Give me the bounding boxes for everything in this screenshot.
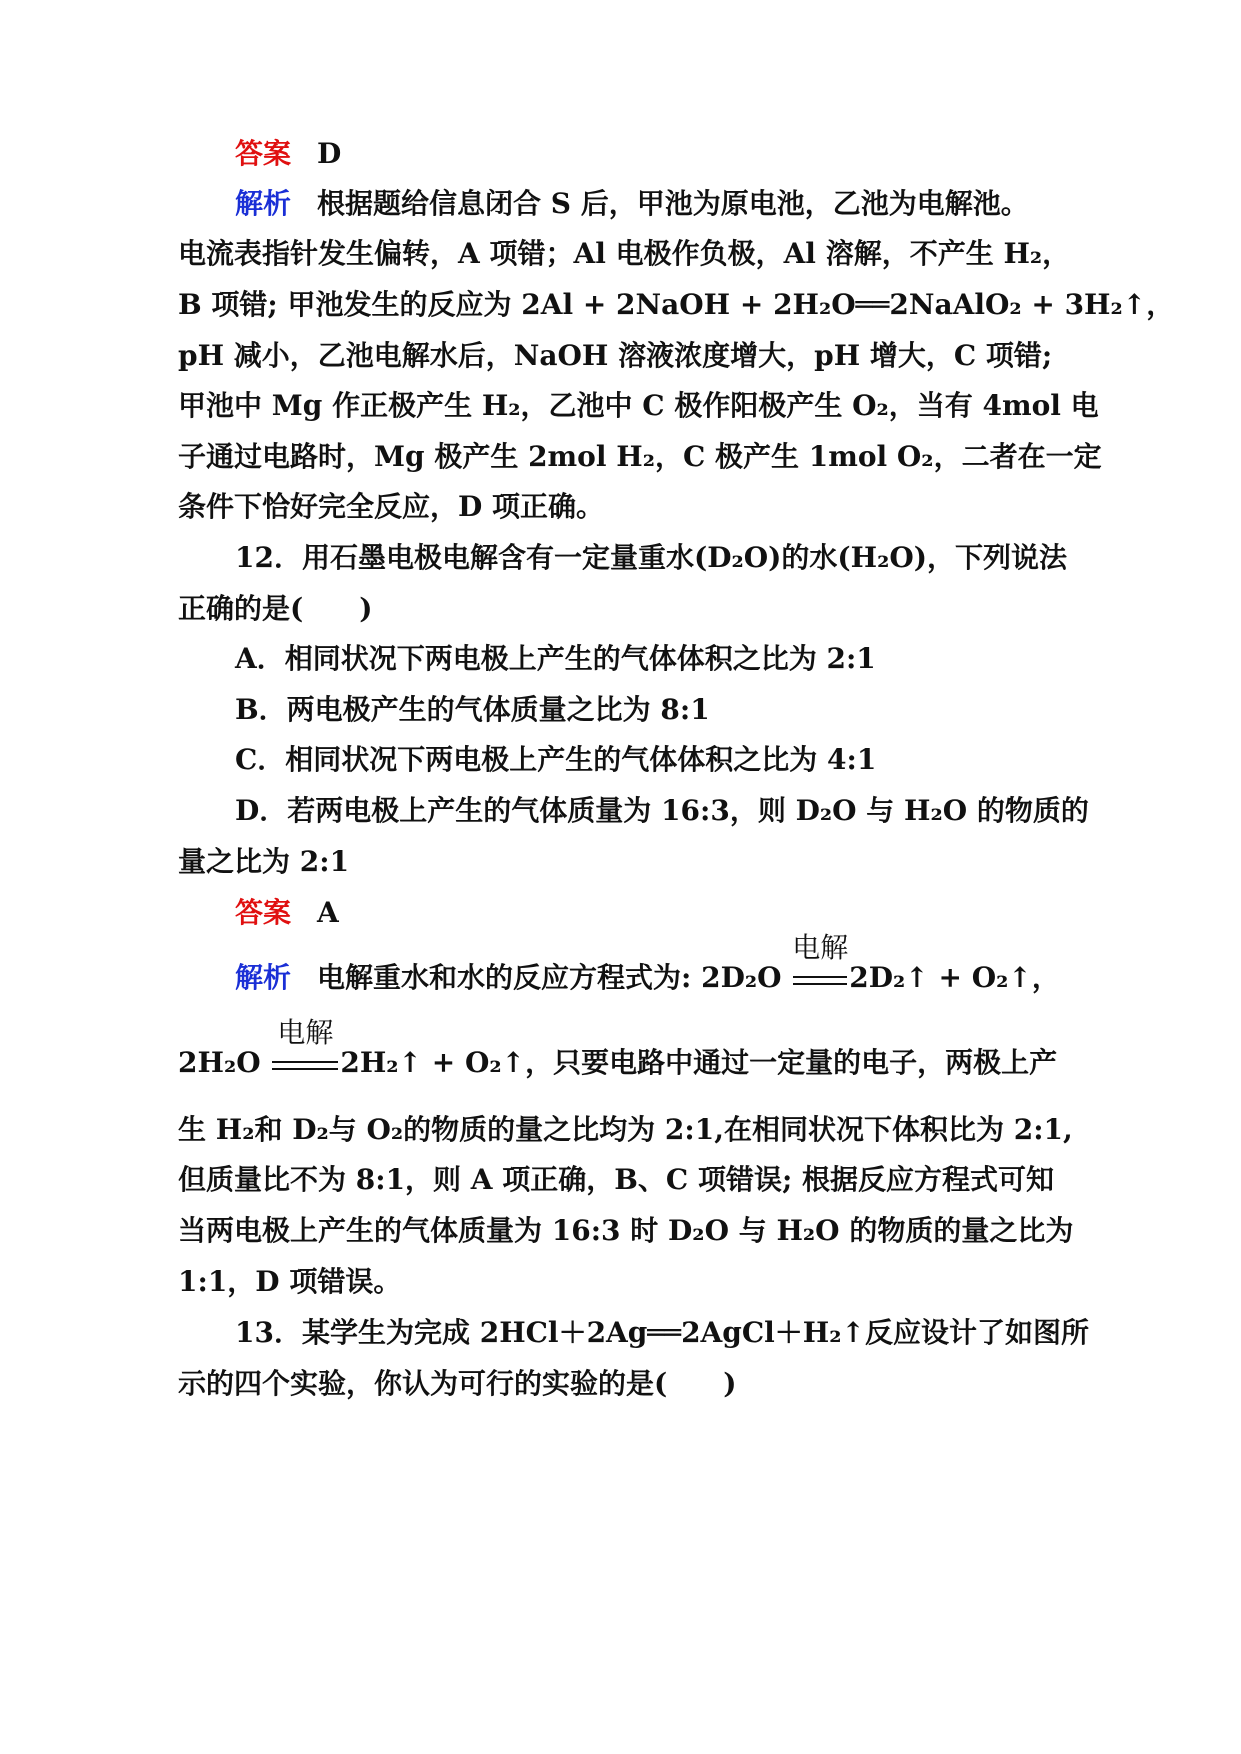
answer-value: A xyxy=(317,896,339,929)
answer-label: 答案 xyxy=(235,896,292,929)
double-bar xyxy=(272,1061,338,1070)
option-d: D．若两电极上产生的气体质量为 16:3，则 D₂O 与 H₂O 的物质的 xyxy=(235,794,1089,827)
analysis-text: B 项错; 甲池发生的反应为 2Al + 2NaOH + 2H₂O══2NaAlO₂ + 3H₂↑， xyxy=(178,288,1175,321)
equation-1-right: 2D₂↑ + O₂↑， xyxy=(849,961,1060,994)
analysis-text: 1:1，D 项错误。 xyxy=(178,1265,402,1298)
option-a: A．相同状况下两电极上产生的气体体积之比为 2:1 xyxy=(235,642,876,675)
q12-answer-row xyxy=(235,893,1078,933)
equation-2-row xyxy=(178,1016,1078,1083)
equation-1-left: 电解重水和水的反应方程式为: 2D₂O xyxy=(317,961,782,994)
analysis-label: 解析 xyxy=(235,961,292,994)
analysis-text: 子通过电路时，Mg 极产生 2mol H₂，C 极产生 1mol O₂，二者在一定 xyxy=(178,440,1102,473)
q12-stem: 正确的是( ) xyxy=(178,592,373,625)
equation-2-left: 2H₂O xyxy=(178,1046,261,1079)
analysis-text: pH 减小，乙池电解水后，NaOH 溶液浓度增大，pH 增大，C 项错; xyxy=(178,339,1053,372)
q13-stem: 13．某学生为完成 2HCl＋2Ag══2AgCl＋H₂↑反应设计了如图所 xyxy=(235,1316,1089,1349)
q11-answer-row xyxy=(235,134,1078,174)
analysis-text: 当两电极上产生的气体质量为 16:3 时 D₂O 与 H₂O 的物质的量之比为 xyxy=(178,1214,1074,1247)
analysis-text: 条件下恰好完全反应，D 项正确。 xyxy=(178,490,605,523)
analysis-text: 但质量比不为 8:1，则 A 项正确，B、C 项错误; 根据反应方程式可知 xyxy=(178,1163,1055,1196)
analysis-text: 电流表指针发生偏转，A 项错；Al 电极作负极，Al 溶解，不产生 H₂， xyxy=(178,237,1071,270)
option-d-continued: 量之比为 2:1 xyxy=(178,845,350,878)
electrolysis-equals-sign xyxy=(791,931,849,998)
answer-label: 答案 xyxy=(235,137,292,170)
analysis-label: 解析 xyxy=(235,187,292,220)
electrolysis-condition: 电解 xyxy=(277,1016,334,1049)
double-bar xyxy=(793,976,847,985)
analysis-text: 根据题给信息闭合 S 后，甲池为原电池，乙池为电解池。 xyxy=(317,187,1029,220)
equation-2-right: 2H₂↑ + O₂↑，只要电路中通过一定量的电子，两极上产 xyxy=(340,1046,1058,1079)
q12-analysis-row xyxy=(235,931,1078,998)
q11-analysis-row xyxy=(235,184,1078,224)
analysis-text: 生 H₂和 D₂与 O₂的物质的量之比均为 2:1,在相同状况下体积比为 2:1, xyxy=(178,1113,1073,1146)
answer-value: D xyxy=(317,137,342,170)
electrolysis-condition: 电解 xyxy=(792,931,849,964)
q13-stem: 示的四个实验，你认为可行的实验的是( ) xyxy=(178,1367,737,1400)
electrolysis-equals-sign xyxy=(270,1016,340,1083)
option-c: C．相同状况下两电极上产生的气体体积之比为 4:1 xyxy=(235,743,877,776)
q12-stem: 12．用石墨电极电解含有一定量重水(D₂O)的水(H₂O)，下列说法 xyxy=(235,541,1068,574)
analysis-text: 甲池中 Mg 作正极产生 H₂，乙池中 C 极作阳极产生 O₂，当有 4mol 电 xyxy=(178,389,1099,422)
option-b: B．两电极产生的气体质量之比为 8:1 xyxy=(235,693,710,726)
